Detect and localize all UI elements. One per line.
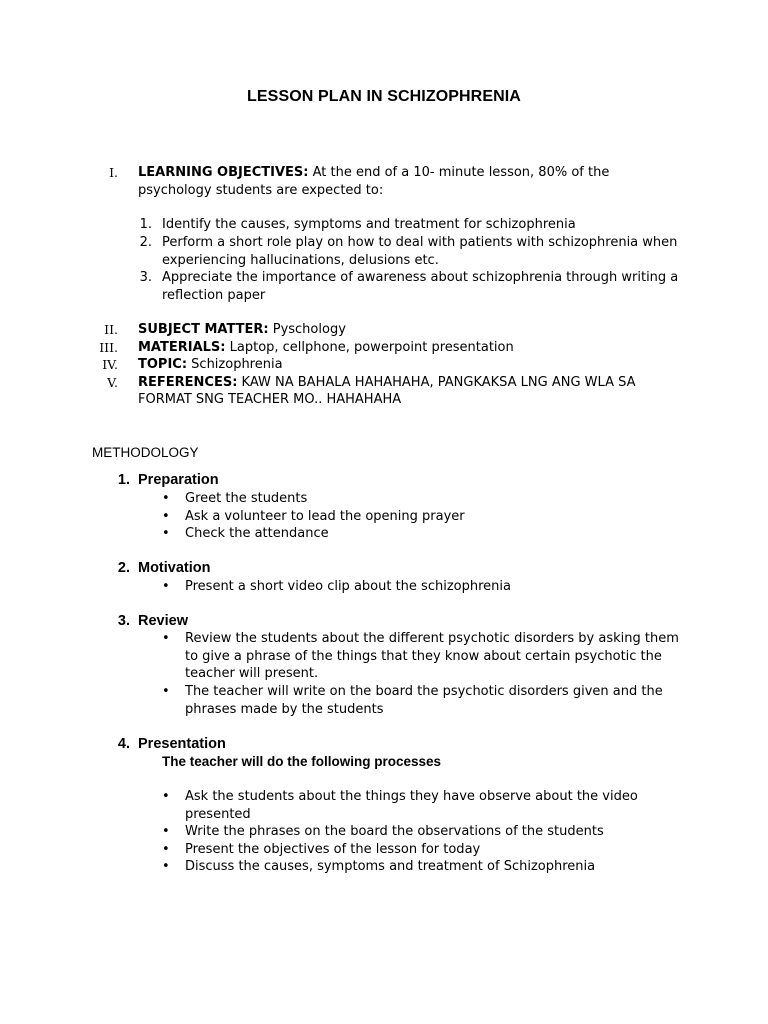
materials-numeral: III. xyxy=(99,340,118,355)
bullet-icon: • xyxy=(162,631,170,646)
methodology-heading: METHODOLOGY xyxy=(92,445,199,460)
bullet-icon: • xyxy=(162,684,170,699)
objective-text: experiencing hallucinations, delusions etc. xyxy=(162,253,439,268)
bullet-icon: • xyxy=(162,789,170,804)
presentation-subheading: The teacher will do the following processes xyxy=(162,754,442,769)
bullet-icon: • xyxy=(162,526,170,541)
subject-numeral: II. xyxy=(104,322,118,337)
section-title-motivation: Motivation xyxy=(138,560,211,576)
bullet-text: Review the students about the different psychotic disorders by asking them xyxy=(185,631,679,646)
bullet-text: Greet the students xyxy=(185,491,308,506)
bullet-text: to give a phrase of the things that they know about certain psychotic the xyxy=(185,649,662,664)
references-line-2: FORMAT SNG TEACHER MO.. HAHAHAHA xyxy=(138,392,402,407)
objective-text: Identify the causes, symptoms and treatment for schizophrenia xyxy=(162,217,576,232)
bullet-icon: • xyxy=(162,842,170,857)
references-value: KAW NA BAHALA HAHAHAHA, PANGKAKSA LNG ANG WLA SA xyxy=(237,375,636,390)
materials-label: MATERIALS: xyxy=(138,340,226,355)
subject-label: SUBJECT MATTER: xyxy=(138,322,269,337)
bullet-text: Discuss the causes, symptoms and treatment of Schizophrenia xyxy=(185,859,596,874)
bullet-icon: • xyxy=(162,491,170,506)
bullet-text: Ask a volunteer to lead the opening prayer xyxy=(185,509,465,524)
objectives-numeral: I. xyxy=(109,165,118,180)
topic-value: Schizophrenia xyxy=(187,357,283,372)
bullet-text: Present the objectives of the lesson for today xyxy=(185,842,481,857)
bullet-text: The teacher will write on the board the psychotic disorders given and the xyxy=(185,684,663,699)
section-number: 2. xyxy=(117,560,130,576)
references-numeral: V. xyxy=(107,375,118,390)
bullet-text: presented xyxy=(185,807,251,822)
bullet-text: teacher will present. xyxy=(185,666,319,681)
objectives-intro: At the end of a 10- minute lesson, 80% of the xyxy=(308,165,610,180)
objectives-line-2: psychology students are expected to: xyxy=(138,183,384,198)
section-number: 1. xyxy=(117,472,130,488)
bullet-icon: • xyxy=(162,509,170,524)
bullet-text: Ask the students about the things they have observe about the video xyxy=(185,789,638,804)
section-number: 3. xyxy=(117,613,130,629)
objectives-line-1 xyxy=(138,164,609,182)
section-title-review: Review xyxy=(138,613,188,629)
objective-number: 1. xyxy=(139,217,152,232)
bullet-text: Check the attendance xyxy=(185,526,329,541)
subject-line xyxy=(138,321,346,339)
objectives-label: LEARNING OBJECTIVES: xyxy=(138,165,309,180)
section-number: 4. xyxy=(117,736,130,752)
bullet-icon: • xyxy=(162,579,170,594)
objective-text: reflection paper xyxy=(162,288,266,303)
objective-text: Appreciate the importance of awareness about schizophrenia through writing a xyxy=(162,270,679,285)
subject-value: Pyschology xyxy=(268,322,346,337)
materials-value: Laptop, cellphone, powerpoint presentation xyxy=(225,340,514,355)
references-line-1 xyxy=(138,374,635,392)
topic-label: TOPIC: xyxy=(138,357,188,372)
objective-number: 2. xyxy=(139,235,152,250)
bullet-text: Present a short video clip about the schizophrenia xyxy=(185,579,511,594)
bullet-text: Write the phrases on the board the observations of the students xyxy=(185,824,604,839)
bullet-icon: • xyxy=(162,824,170,839)
references-label: REFERENCES: xyxy=(138,375,238,390)
document-title: LESSON PLAN IN SCHIZOPHRENIA xyxy=(247,88,521,105)
objective-number: 3. xyxy=(139,270,152,285)
bullet-text: phrases made by the students xyxy=(185,702,384,717)
objective-text: Perform a short role play on how to deal with patients with schizophrenia when xyxy=(162,235,678,250)
bullet-icon: • xyxy=(162,859,170,874)
section-title-preparation: Preparation xyxy=(138,472,219,488)
materials-line xyxy=(138,339,514,357)
topic-numeral: IV. xyxy=(102,357,118,372)
topic-line xyxy=(138,356,283,374)
section-title-presentation: Presentation xyxy=(138,736,226,752)
